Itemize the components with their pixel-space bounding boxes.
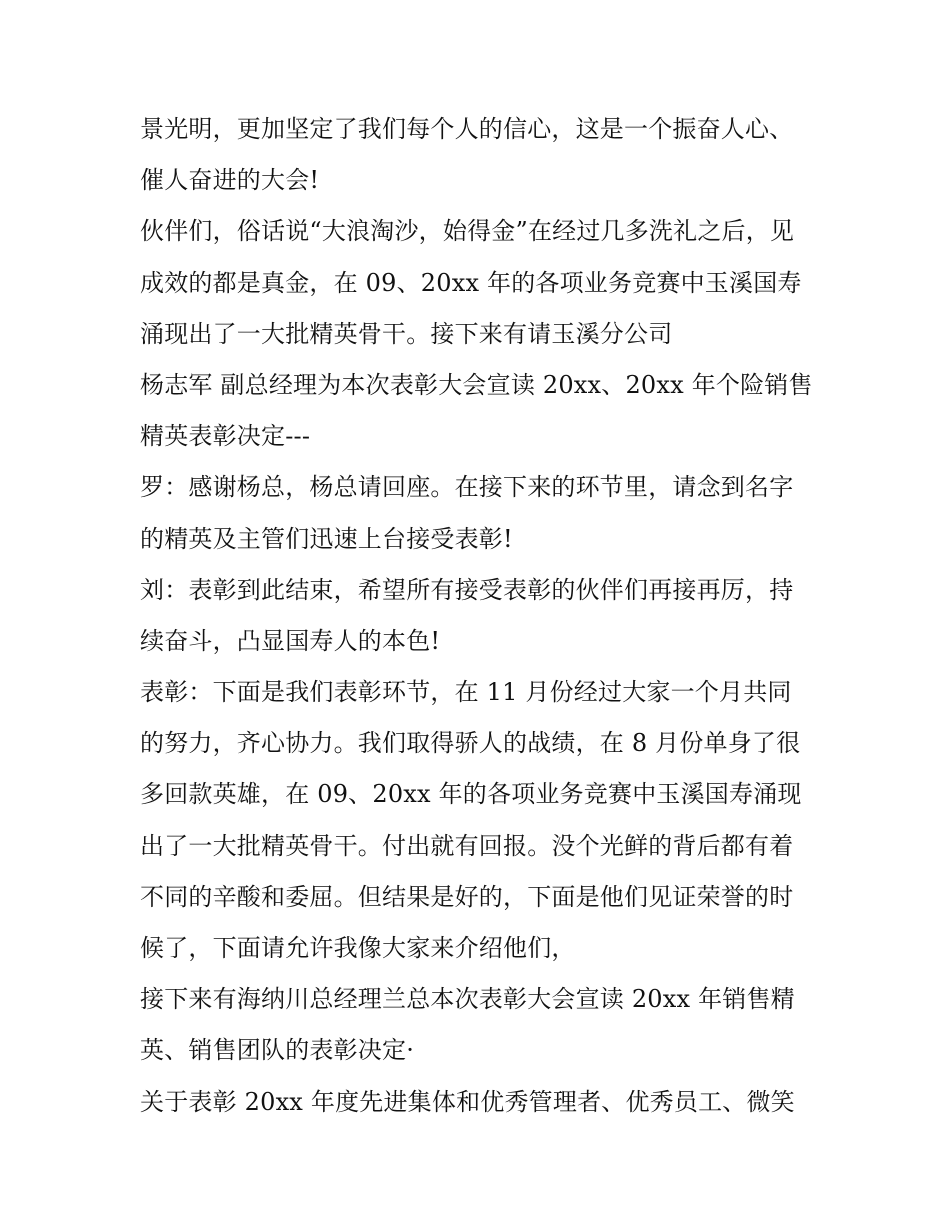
text-line: 伙伴们，俗话说“大浪淘沙，始得金”在经过几多洗礼之后，见	[140, 217, 795, 246]
document-body	[140, 104, 830, 1128]
text-line: 催人奋进的大会!	[140, 166, 320, 195]
text-line: 关于表彰 20xx 年度先进集体和优秀管理者、优秀员工、微笑	[140, 1087, 795, 1116]
text-line: 英、销售团队的表彰决定·	[140, 1036, 415, 1065]
text-line: 候了，下面请允许我像大家来介绍他们，	[140, 934, 576, 962]
text-line: 涌现出了一大批精英骨干。接下来有请玉溪分公司	[140, 319, 673, 348]
text-line: 出了一大批精英骨干。付出就有回报。没个光鲜的背后都有着	[140, 831, 794, 860]
text-line: 不同的辛酸和委屈。但结果是好的，下面是他们见证荣誉的时	[140, 882, 794, 911]
text-line: 杨志军 副总经理为本次表彰大会宣读 20xx、20xx 年个险销售	[140, 370, 813, 399]
text-line: 续奋斗，凸显国寿人的本色!	[140, 626, 441, 655]
text-line: 表彰：下面是我们表彰环节，在 11 月份经过大家一个月共同	[140, 678, 792, 707]
text-line: 的精英及主管们迅速上台接受表彰!	[140, 524, 513, 553]
text-line: 景光明，更加坚定了我们每个人的信心，这是一个振奋人心、	[140, 115, 794, 143]
text-line: 精英表彰决定---	[140, 422, 311, 451]
text-line: 接下来有海纳川总经理兰总本次表彰大会宣读 20xx 年销售精	[140, 985, 795, 1014]
text-line: 罗：感谢杨总，杨总请回座。在接下来的环节里，请念到名字	[140, 473, 794, 502]
text-line: 的努力，齐心协力。我们取得骄人的战绩，在 8 月份单身了很	[140, 729, 801, 758]
text-line: 多回款英雄，在 09、20xx 年的各项业务竞赛中玉溪国寿涌现	[140, 780, 802, 809]
text-line: 成效的都是真金，在 09、20xx 年的各项业务竞赛中玉溪国寿	[140, 268, 802, 297]
text-line: 刘：表彰到此结束，希望所有接受表彰的伙伴们再接再厉，持	[140, 575, 794, 604]
